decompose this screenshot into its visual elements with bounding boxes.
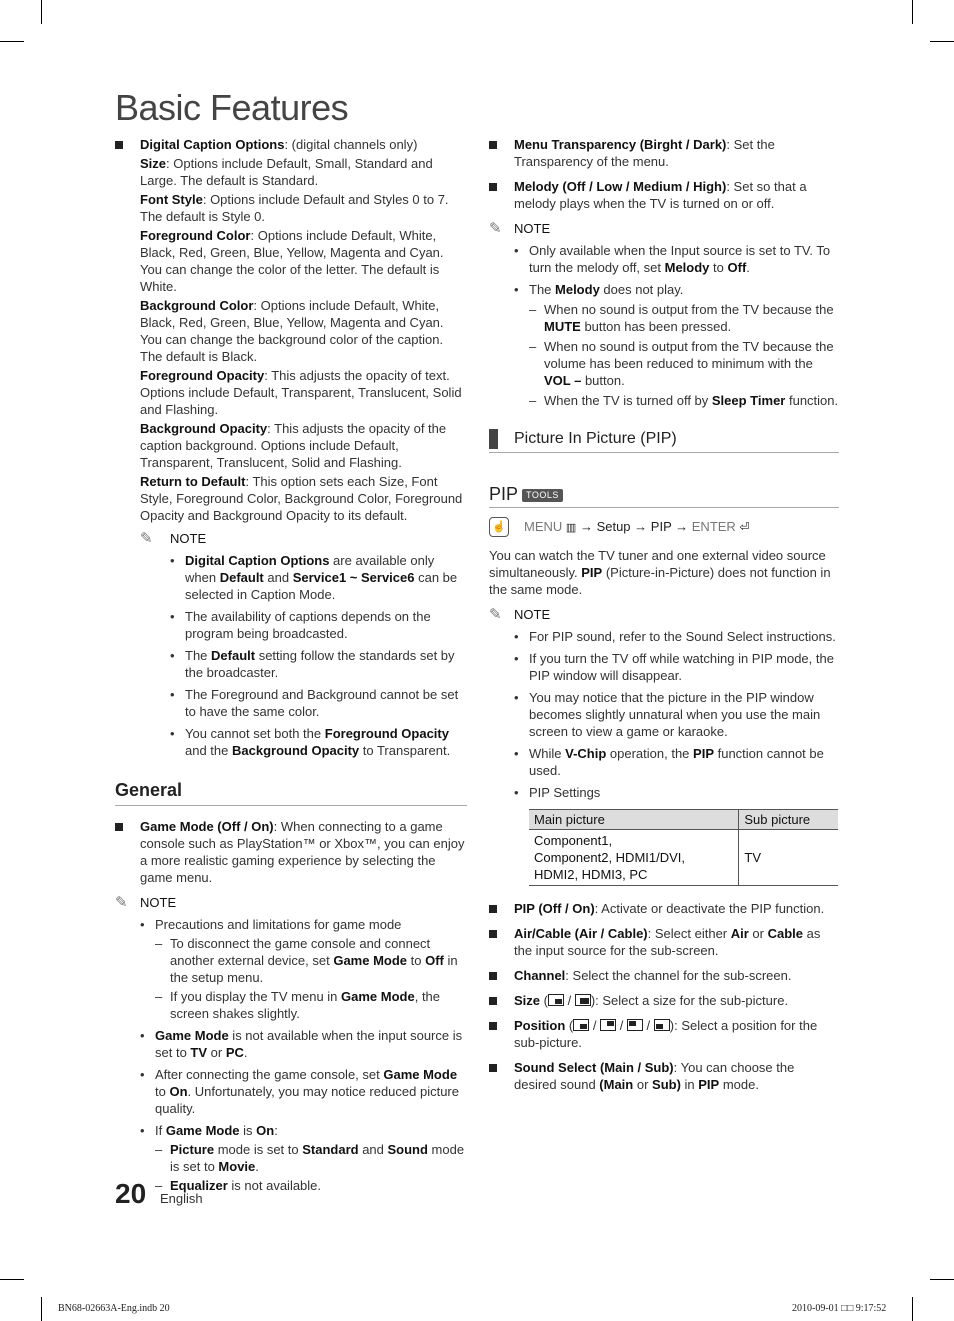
pencil-icon: ✎ <box>489 220 502 237</box>
pip-position-bottom-left-icon <box>654 1019 670 1031</box>
note-bullet: • After connecting the game console, set Game Mode to On. Unfortunately, you may notice reduced picture quality. <box>140 1066 467 1117</box>
note-bullet: • The Default setting follow the standards set by the broadcaster. <box>170 647 467 681</box>
note-bullet: • The availability of captions depends on the program being broadcasted. <box>170 608 467 642</box>
pencil-icon: ✎ <box>489 606 502 623</box>
note-bullet: • If Game Mode is On: <box>140 1122 467 1139</box>
table-cell: TV <box>739 830 838 886</box>
table-header: Sub picture <box>739 810 838 830</box>
note-heading: ✎ NOTE <box>140 530 207 547</box>
dco-font-style: Font Style: Options include Default and Styles 0 to 7. The default is Style 0. <box>140 192 449 224</box>
dco-size: Size: Options include Default, Small, Standard and Large. The default is Standard. <box>140 156 433 188</box>
note-dash-item: – Picture mode is set to Standard and Sound mode is set to Movie. <box>155 1141 467 1175</box>
crop-mark <box>41 0 42 24</box>
pip-on-off-item: PIP (Off / On): Activate or deactivate the PIP function. <box>489 900 839 917</box>
note-bullet: • PIP Settings <box>514 784 839 801</box>
note-bullet: • The Foreground and Background cannot be set to have the same color. <box>170 686 467 720</box>
pencil-icon: ✎ <box>140 530 153 547</box>
note-dash-item: – If you display the TV menu in Game Mode, the screen shakes slightly. <box>155 988 467 1022</box>
note-dash-item: – Equalizer is not available. <box>155 1177 467 1194</box>
note-heading: ✎ NOTE <box>489 606 551 623</box>
crop-mark <box>0 1279 24 1280</box>
crop-mark <box>0 41 24 42</box>
dco-desc: : (digital channels only) <box>284 137 418 152</box>
note-dash-item: – When no sound is output from the TV because the volume has been reduced to minimum with the VOL – button. <box>529 338 839 389</box>
pip-settings-table <box>529 809 838 886</box>
dco-background-opacity: Background Opacity: This adjusts the opacity of the caption background. Options include Default, Transparent, Translucent, Solid and Flashing. <box>140 421 447 470</box>
game-mode-item: Game Mode (Off / On): When connecting to a game console such as PlayStation™ or Xbox™, you can enjoy a more realistic gaming experience by selecting the game menu. <box>115 818 467 886</box>
channel-item: Channel: Select the channel for the sub-screen. <box>489 967 839 984</box>
table-row <box>529 830 838 886</box>
pencil-icon: ✎ <box>115 894 128 911</box>
footer-date: 2010-09-01 □□ 9:17:52 <box>792 1303 887 1314</box>
note-bullet: • Only available when the Input source is set to TV. To turn the melody off, set Melody to Off. <box>514 242 839 276</box>
table-cell: Component1, Component2, HDMI1/DVI, HDMI2, HDMI3, PC <box>529 830 739 886</box>
note-bullet: • You may notice that the picture in the PIP window becomes slightly unnatural when you use the main screen to view a game or karaoke. <box>514 689 839 740</box>
note-bullet: • Game Mode is not available when the input source is set to TV or PC. <box>140 1027 467 1061</box>
note-dash-item: – When no sound is output from the TV because the MUTE button has been pressed. <box>529 301 839 335</box>
pip-position-top-right-icon <box>600 1019 616 1031</box>
note-bullet: • The Melody does not play. <box>514 281 839 298</box>
melody-item: Melody (Off / Low / Medium / High): Set so that a melody plays when the TV is turned on or off. <box>489 178 839 212</box>
tools-badge: TOOLS <box>522 489 563 502</box>
menu-path: ☝ MENU ▥ → Setup → PIP → ENTER ⏎ <box>489 518 839 537</box>
note-heading: ✎ NOTE <box>489 220 551 237</box>
crop-mark <box>912 0 913 24</box>
page-number: 20 <box>115 1178 147 1209</box>
digital-caption-options <box>115 136 467 759</box>
dco-foreground-color: Foreground Color: Options include Default, White, Black, Red, Green, Blue, Yellow, Magenta and Cyan. You can change the color of the letter. The default is White. <box>140 228 444 294</box>
pip-intro: You can watch the TV tuner and one external video source simultaneously. PIP (Picture-in-Picture) does not function in the same mode. <box>489 548 831 597</box>
note-dash-item: – When the TV is turned off by Sleep Timer function. <box>529 392 839 409</box>
menu-transparency-item: Menu Transparency (Birght / Dark): Set the Transparency of the menu. <box>489 136 839 170</box>
crop-mark <box>41 1297 42 1321</box>
crop-mark <box>930 1279 954 1280</box>
dco-background-color: Background Color: Options include Default, White, Black, Red, Green, Blue, Yellow, Magenta and Cyan. You can change the background color of the caption. The default is Black. <box>140 298 444 364</box>
page-language: English <box>160 1191 203 1206</box>
right-column <box>489 136 839 1101</box>
position-item: Position ( / / / ): Select a position for the sub-picture. <box>489 1017 839 1051</box>
crop-mark <box>912 1297 913 1321</box>
dco-label: Digital Caption Options <box>140 137 285 152</box>
size-item: Size ( / ): Select a size for the sub-picture. <box>489 992 839 1009</box>
page-title: Basic Features <box>115 87 349 128</box>
remote-icon: ☝ <box>489 517 509 537</box>
table-header: Main picture <box>529 810 739 830</box>
note-bullet: • If you turn the TV off while watching in PIP mode, the PIP window will disappear. <box>514 650 839 684</box>
note-bullet: • Precautions and limitations for game mode <box>140 916 467 933</box>
section-heading-general: General <box>115 779 467 806</box>
note-bullet: • While V-Chip operation, the PIP function cannot be used. <box>514 745 839 779</box>
dco-foreground-opacity: Foreground Opacity: This adjusts the opacity of text. Options include Default, Transparent, Translucent, Solid and Flashing. <box>140 368 462 417</box>
pip-size-small-icon <box>548 994 564 1006</box>
left-column <box>115 136 467 1196</box>
dco-return-to-default: Return to Default: This option sets each Size, Font Style, Foreground Color, Background Color, Foreground Opacity and Background Opacity to its default. <box>140 474 463 523</box>
enter-icon: ⏎ <box>739 520 750 534</box>
pip-heading: PIP TOOLS <box>489 483 839 508</box>
note-bullet: • For PIP sound, refer to the Sound Select instructions. <box>514 628 839 645</box>
pip-position-top-left-icon <box>627 1019 643 1031</box>
pip-position-bottom-right-icon <box>573 1019 589 1031</box>
footer-file: BN68-02663A-Eng.indb 20 <box>58 1303 170 1314</box>
crop-mark <box>930 41 954 42</box>
menu-grid-icon: ▥ <box>565 522 577 534</box>
pip-size-large-icon <box>575 994 591 1006</box>
sound-select-item: Sound Select (Main / Sub): You can choose the desired sound (Main or Sub) in PIP mode. <box>489 1059 839 1093</box>
note-dash-item: – To disconnect the game console and connect another external device, set Game Mode to Off in the setup menu. <box>155 935 467 986</box>
note-bullet: • You cannot set both the Foreground Opacity and the Background Opacity to Transparent. <box>170 725 467 759</box>
air-cable-item: Air/Cable (Air / Cable): Select either Air or Cable as the input source for the sub-screen. <box>489 925 839 959</box>
note-bullet: • Digital Caption Options are available only when Default and Service1 ~ Service6 can be selected in Caption Mode. <box>170 552 467 603</box>
section-heading-pip: Picture In Picture (PIP) <box>489 429 839 453</box>
note-heading: ✎ NOTE <box>115 894 177 911</box>
